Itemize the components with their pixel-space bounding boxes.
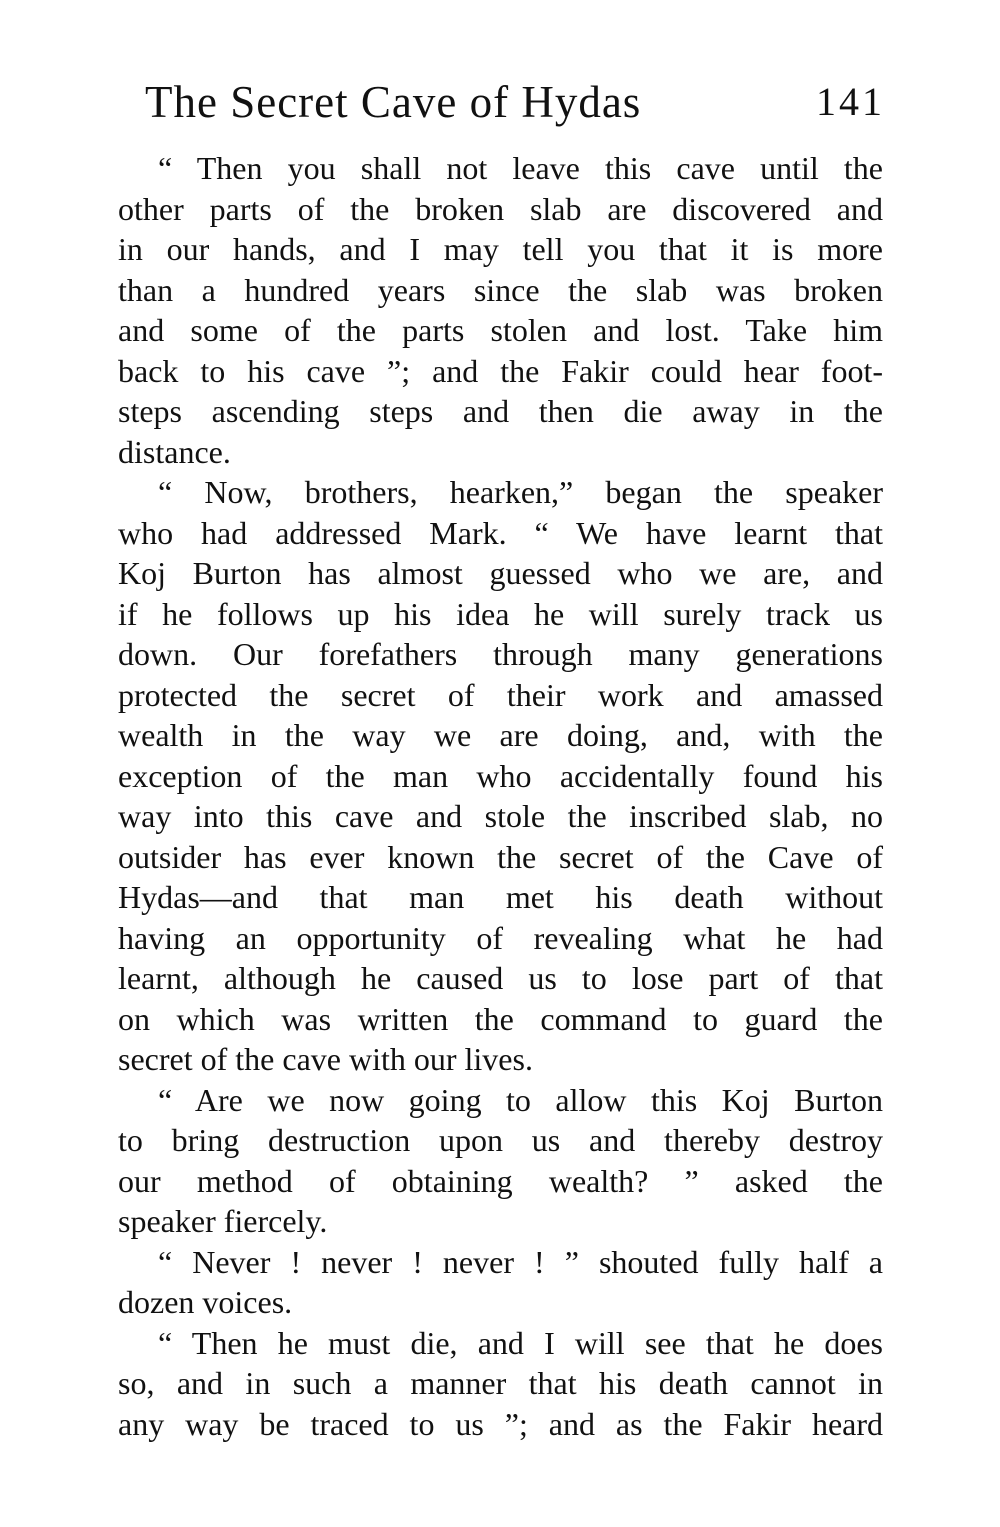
text-line: distance. — [118, 433, 231, 470]
text-line: our method of obtaining wealth? ” asked the — [118, 1162, 883, 1199]
text-line: steps ascending steps and then die away in the — [118, 393, 883, 429]
running-title: The Secret Cave of Hydas — [145, 77, 642, 127]
text-line: learnt, although he caused us to lose part of that — [118, 960, 883, 996]
text-line: speaker fiercely. — [118, 1203, 328, 1239]
text-line: down. Our forefathers through many generations — [118, 636, 883, 672]
text-line: if he follows up his idea he will surely track us — [118, 595, 883, 632]
text-line: Hydas—and that man met his death without — [118, 879, 883, 915]
text-line: wealth in the way we are doing, and, with the — [118, 717, 883, 753]
text-line: having an opportunity of revealing what he had — [118, 919, 883, 956]
text-line: on which was written the command to guard the — [118, 1000, 883, 1037]
text-line: secret of the cave with our lives. — [118, 1041, 533, 1077]
text-line: “ Then you shall not leave this cave until the — [158, 150, 883, 186]
text-line: way into this cave and stole the inscribed slab, no — [118, 798, 883, 834]
text-line: in our hands, and I may tell you that it is more — [118, 231, 883, 267]
text-line: “ Then he must die, and I will see that he does — [158, 1324, 883, 1361]
body-text — [118, 148, 883, 1444]
text-line: protected the secret of their work and amassed — [118, 676, 883, 713]
text-line: dozen voices. — [118, 1284, 293, 1320]
text-line: so, and in such a manner that his death cannot in — [118, 1365, 883, 1401]
text-line: Koj Burton has almost guessed who we are, and — [118, 555, 883, 591]
text-line: and some of the parts stolen and lost. Take him — [118, 312, 883, 348]
text-line: to bring destruction upon us and thereby destroy — [118, 1122, 883, 1158]
text-line: who had addressed Mark. “ We have learnt that — [118, 514, 883, 551]
page-number: 141 — [816, 79, 885, 124]
text-line: exception of the man who accidentally found his — [118, 757, 883, 794]
text-line: “ Are we now going to allow this Koj Burton — [158, 1081, 883, 1118]
text-line: back to his cave ”; and the Fakir could hear foot- — [118, 352, 883, 389]
text-line: than a hundred years since the slab was broken — [118, 271, 883, 308]
running-head — [145, 72, 885, 132]
text-line: outsider has ever known the secret of the Cave of — [118, 838, 883, 875]
text-line: “ Now, brothers, hearken,” began the speaker — [158, 474, 883, 510]
text-line: other parts of the broken slab are discovered and — [118, 190, 883, 227]
text-line: “ Never ! never ! never ! ” shouted fully half a — [158, 1243, 883, 1280]
text-line: any way be traced to us ”; and as the Fakir heard — [118, 1405, 883, 1442]
